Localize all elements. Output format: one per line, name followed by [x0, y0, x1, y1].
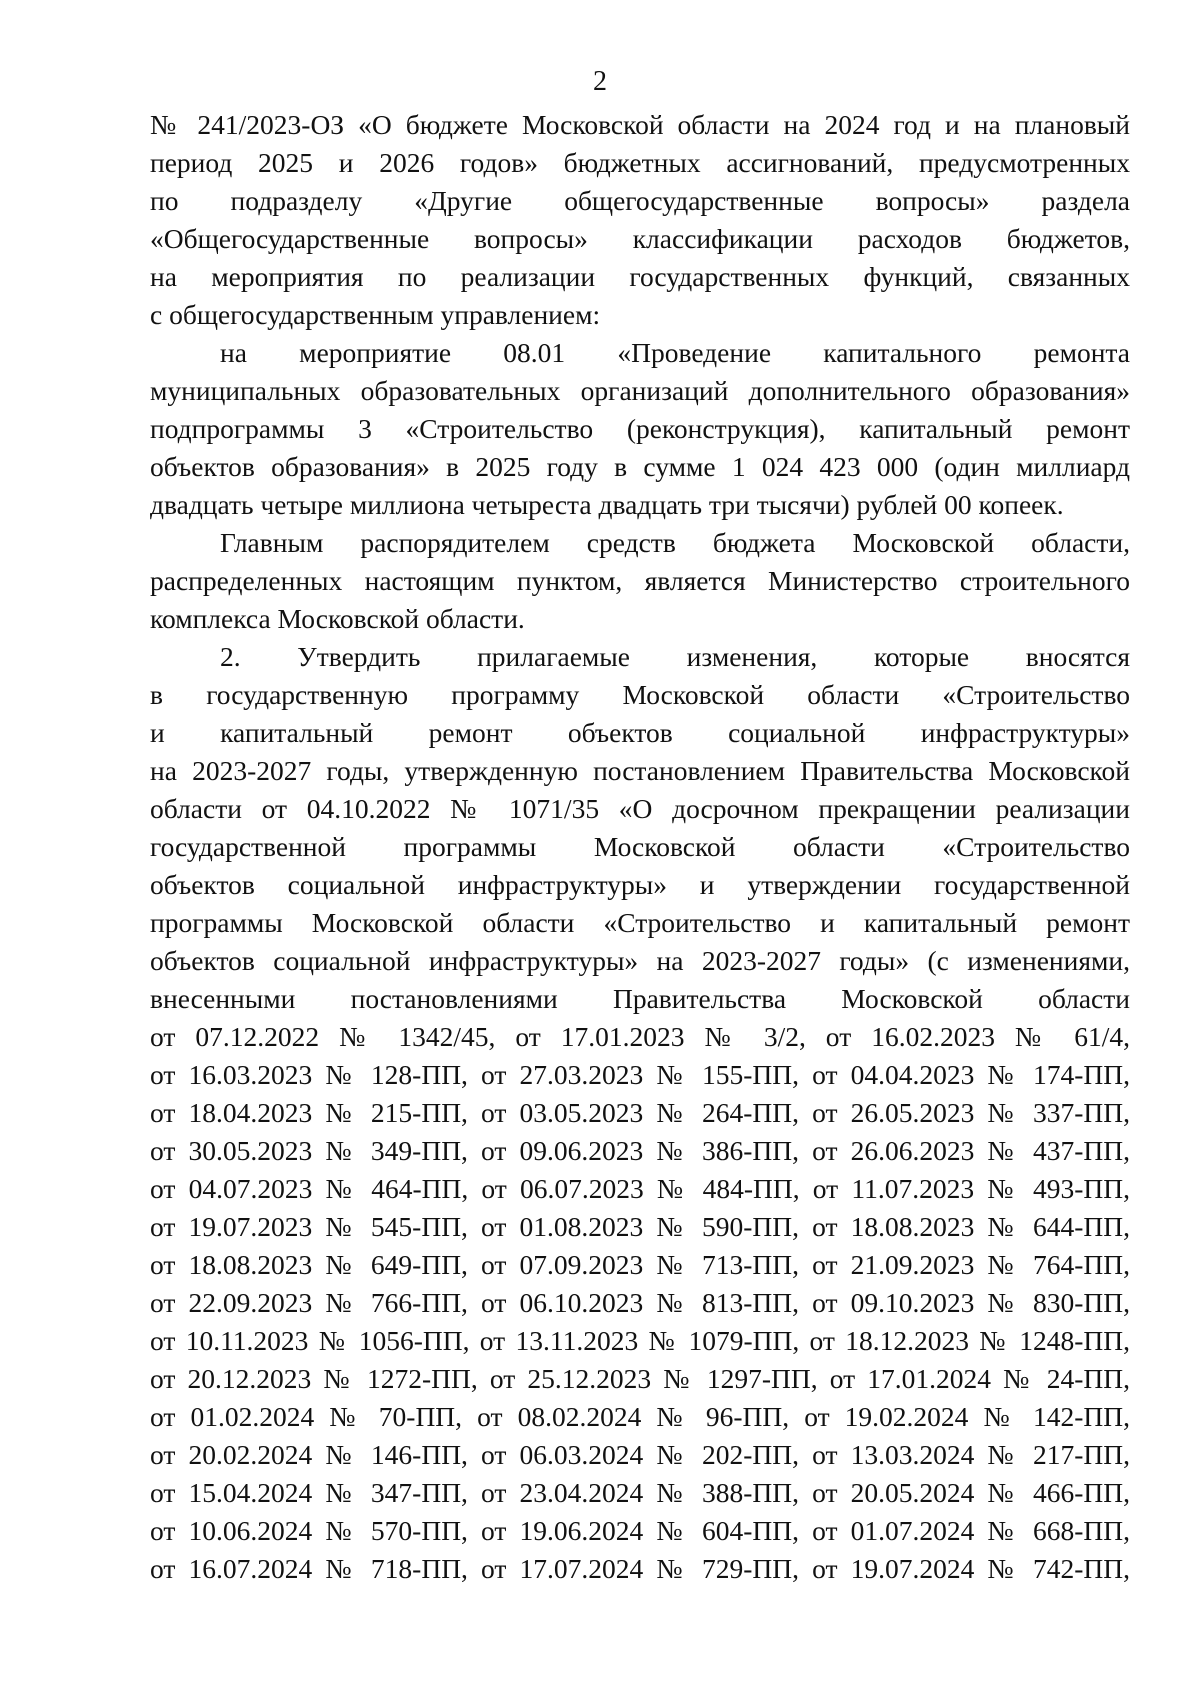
text-line: от 15.04.2024 № 347-ПП, от 23.04.2024 № 388-ПП, от 20.05.2024 № 466-ПП, [150, 1477, 1130, 1508]
text-line: области от 04.10.2022 № 1071/35 «О досрочном прекращении реализации [150, 793, 1130, 824]
text-line: от 22.09.2023 № 766-ПП, от 06.10.2023 № 813-ПП, от 09.10.2023 № 830-ПП, [150, 1287, 1130, 1318]
text-line: с общегосударственным управлением: [150, 299, 601, 330]
text-line: от 04.07.2023 № 464-ПП, от 06.07.2023 № 484-ПП, от 11.07.2023 № 493-ПП, [150, 1173, 1130, 1204]
text-line: внесенными постановлениями Правительства Московской области [150, 983, 1130, 1014]
text-line: от 30.05.2023 № 349-ПП, от 09.06.2023 № 386-ПП, от 26.06.2023 № 437-ПП, [150, 1135, 1130, 1166]
text-line: комплекса Московской области. [150, 603, 525, 634]
text-line: 2. Утвердить прилагаемые изменения, которые вносятся [220, 641, 1130, 672]
text-line: от 16.07.2024 № 718-ПП, от 17.07.2024 № 729-ПП, от 19.07.2024 № 742-ПП, [150, 1553, 1130, 1584]
text-line: программы Московской области «Строительство и капитальный ремонт [150, 907, 1130, 938]
paragraph-budget-allocation [150, 106, 1130, 334]
text-line: по подразделу «Другие общегосударственные вопросы» раздела [150, 185, 1130, 216]
text-line: № 241/2023-ОЗ «О бюджете Московской области на 2024 год и на плановый [150, 109, 1130, 140]
text-line: Главным распорядителем средств бюджета Московской области, [220, 527, 1130, 558]
text-line: на мероприятие 08.01 «Проведение капитального ремонта [220, 337, 1130, 368]
text-line: на мероприятия по реализации государственных функций, связанных [150, 261, 1130, 292]
page-number: 2 [593, 66, 607, 97]
paragraph-chief-administrator [150, 524, 1130, 638]
text-line: объектов социальной инфраструктуры» на 2023-2027 годы» (с изменениями, [150, 945, 1130, 976]
text-line: двадцать четыре миллиона четыреста двадцать три тысячи) рублей 00 копеек. [150, 489, 1064, 520]
text-line: от 20.02.2024 № 146-ПП, от 06.03.2024 № 202-ПП, от 13.03.2024 № 217-ПП, [150, 1439, 1130, 1470]
text-line: от 10.06.2024 № 570-ПП, от 19.06.2024 № 604-ПП, от 01.07.2024 № 668-ПП, [150, 1515, 1130, 1546]
text-line: период 2025 и 2026 годов» бюджетных ассигнований, предусмотренных [150, 147, 1130, 178]
text-line: подпрограммы 3 «Строительство (реконструкция), капитальный ремонт [150, 413, 1130, 444]
text-line: от 16.03.2023 № 128-ПП, от 27.03.2023 № 155-ПП, от 04.04.2023 № 174-ПП, [150, 1059, 1130, 1090]
text-line: от 19.07.2023 № 545-ПП, от 01.08.2023 № 590-ПП, от 18.08.2023 № 644-ПП, [150, 1211, 1130, 1242]
paragraph-measure-08-01 [150, 334, 1130, 524]
text-line: объектов социальной инфраструктуры» и утверждении государственной [150, 869, 1130, 900]
text-line: «Общегосударственные вопросы» классификации расходов бюджетов, [150, 223, 1130, 254]
text-line: от 18.08.2023 № 649-ПП, от 07.09.2023 № 713-ПП, от 21.09.2023 № 764-ПП, [150, 1249, 1130, 1280]
text-line: распределенных настоящим пунктом, является Министерство строительного [150, 565, 1130, 596]
text-line: от 18.04.2023 № 215-ПП, от 03.05.2023 № 264-ПП, от 26.05.2023 № 337-ПП, [150, 1097, 1130, 1128]
text-line: муниципальных образовательных организаций дополнительного образования» [150, 375, 1130, 406]
text-line: на 2023-2027 годы, утвержденную постановлением Правительства Московской [150, 755, 1130, 786]
text-line: государственной программы Московской области «Строительство [150, 831, 1130, 862]
paragraph-approve-changes [150, 638, 1130, 1588]
text-line: и капитальный ремонт объектов социальной инфраструктуры» [150, 717, 1130, 748]
text-line: от 01.02.2024 № 70-ПП, от 08.02.2024 № 96-ПП, от 19.02.2024 № 142-ПП, [150, 1401, 1130, 1432]
text-line: объектов образования» в 2025 году в сумме 1 024 423 000 (один миллиард [150, 451, 1130, 482]
text-line: от 20.12.2023 № 1272-ПП, от 25.12.2023 № 1297-ПП, от 17.01.2024 № 24-ПП, [150, 1363, 1130, 1394]
text-line: от 10.11.2023 № 1056-ПП, от 13.11.2023 № 1079-ПП, от 18.12.2023 № 1248-ПП, [150, 1325, 1130, 1356]
text-line: от 07.12.2022 № 1342/45, от 17.01.2023 № 3/2, от 16.02.2023 № 61/4, [150, 1021, 1130, 1052]
text-line: в государственную программу Московской области «Строительство [150, 679, 1130, 710]
document-body [150, 106, 1130, 1588]
